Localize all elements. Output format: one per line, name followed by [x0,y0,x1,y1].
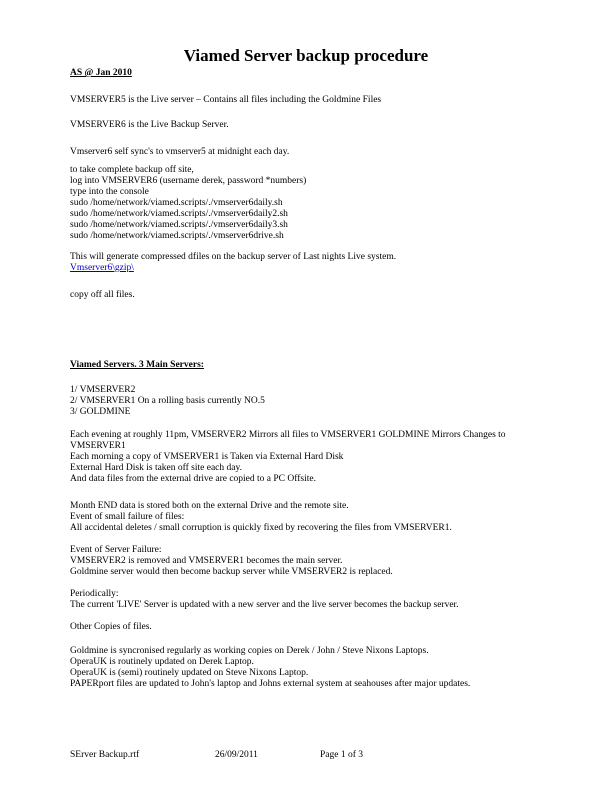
month-end-line: Month END data is stored both on the external Drive and the remote site. [70,501,349,511]
gzip-path-link[interactable]: Vmserver6\gzip\ [70,263,134,273]
periodically-heading: Periodically: [70,589,119,599]
intro-line-sync: Vmserver6 self sync's to vmserver5 at midnight each day. [70,147,290,157]
periodically-line: The current 'LIVE' Server is updated with a new server and the live server becomes the backup server. [70,600,459,610]
servers-heading-block [70,360,540,371]
intro-paragraph-3 [70,147,540,158]
mirror-line-offsite: External Hard Disk is taken off site each day. [70,463,242,473]
other-copies-heading-block [70,622,540,633]
steps-line-login: log into VMSERVER6 (username derek, password *numbers) [70,176,307,186]
copy-off-line: copy off all files. [70,290,135,300]
intro-line-vmserver5: VMSERVER5 is the Live server – Contains all files including the Goldmine Files [70,95,382,105]
small-failure-line: Event of small failure of files: [70,512,185,522]
mirror-line-pc: And data files from the external drive are copied to a PC Offsite. [70,474,316,484]
generate-block [70,252,540,274]
command-line-3: sudo /home/network/viamed.scripts/./vmserver6daily3.sh [70,220,288,230]
periodically-block [70,589,540,611]
footer-date: 26/09/2011 [215,750,258,760]
footer-filename: SErver Backup.rtf [70,750,140,760]
other-copies-operauk-derek: OperaUK is routinely updated on Derek Laptop. [70,657,254,667]
accidental-deletes-line: All accidental deletes / small corruption is quickly fixed by recovering the files from VMSERVER1. [70,523,452,533]
server-item-2: 2/ VMSERVER1 On a rolling basis currently NO.5 [70,396,265,406]
server-item-1: 1/ VMSERVER2 [70,385,136,395]
footer-page-number: Page 1 of 3 [320,750,364,760]
server-failure-line-2: Goldmine server would then become backup server while VMSERVER2 is replaced. [70,567,393,577]
other-copies-block [70,646,540,690]
month-end-block [70,501,540,534]
other-copies-goldmine: Goldmine is syncronised regularly as working copies on Derek / John / Steve Nixons Laptops. [70,646,429,656]
document-title: Viamed Server backup procedure [183,46,429,65]
other-copies-heading: Other Copies of files. [70,622,152,632]
other-copies-paperport: PAPERport files are updated to John's laptop and Johns external system at seahouses after major updates. [70,679,471,689]
steps-line-console: type into the console [70,187,149,197]
servers-heading: Viamed Servers. 3 Main Servers: [70,360,204,370]
servers-list-block [70,385,540,418]
date-heading: AS @ Jan 2010 [70,68,132,78]
mirror-line-evening: Each evening at roughly 11pm, VMSERVER2 Mirrors all files to VMSERVER1 GOLDMINE Mirrors Changes to VMSERVER1 [70,430,506,451]
server-failure-heading: Event of Server Failure: [70,545,162,555]
backup-steps-block [70,165,540,242]
page-footer [0,750,612,762]
mirror-line-morning: Each morning a copy of VMSERVER1 is Taken via External Hard Disk [70,452,344,462]
other-copies-operauk-steve: OperaUK is (semi) routinely updated on Steve Nixons Laptop. [70,668,309,678]
command-line-1: sudo /home/network/viamed.scripts/./vmserver6daily.sh [70,198,283,208]
server-item-3: 3/ GOLDMINE [70,407,131,417]
server-failure-block [70,545,540,578]
steps-line-offsite: to take complete backup off site, [70,165,194,175]
command-line-2: sudo /home/network/viamed.scripts/./vmserver6daily2.sh [70,209,288,219]
date-heading-block [70,68,540,79]
intro-paragraph-1 [70,95,540,106]
intro-paragraph-2 [70,120,540,131]
mirror-paragraph-block [70,430,540,485]
server-failure-line-1: VMSERVER2 is removed and VMSERVER1 becomes the main server. [70,556,343,566]
generate-line: This will generate compressed dfiles on the backup server of Last nights Live system. [70,252,397,262]
intro-line-vmserver6: VMSERVER6 is the Live Backup Server. [70,120,229,130]
copy-block [70,290,540,301]
command-line-4: sudo /home/network/viamed.scripts/./vmserver6drive.sh [70,231,284,241]
